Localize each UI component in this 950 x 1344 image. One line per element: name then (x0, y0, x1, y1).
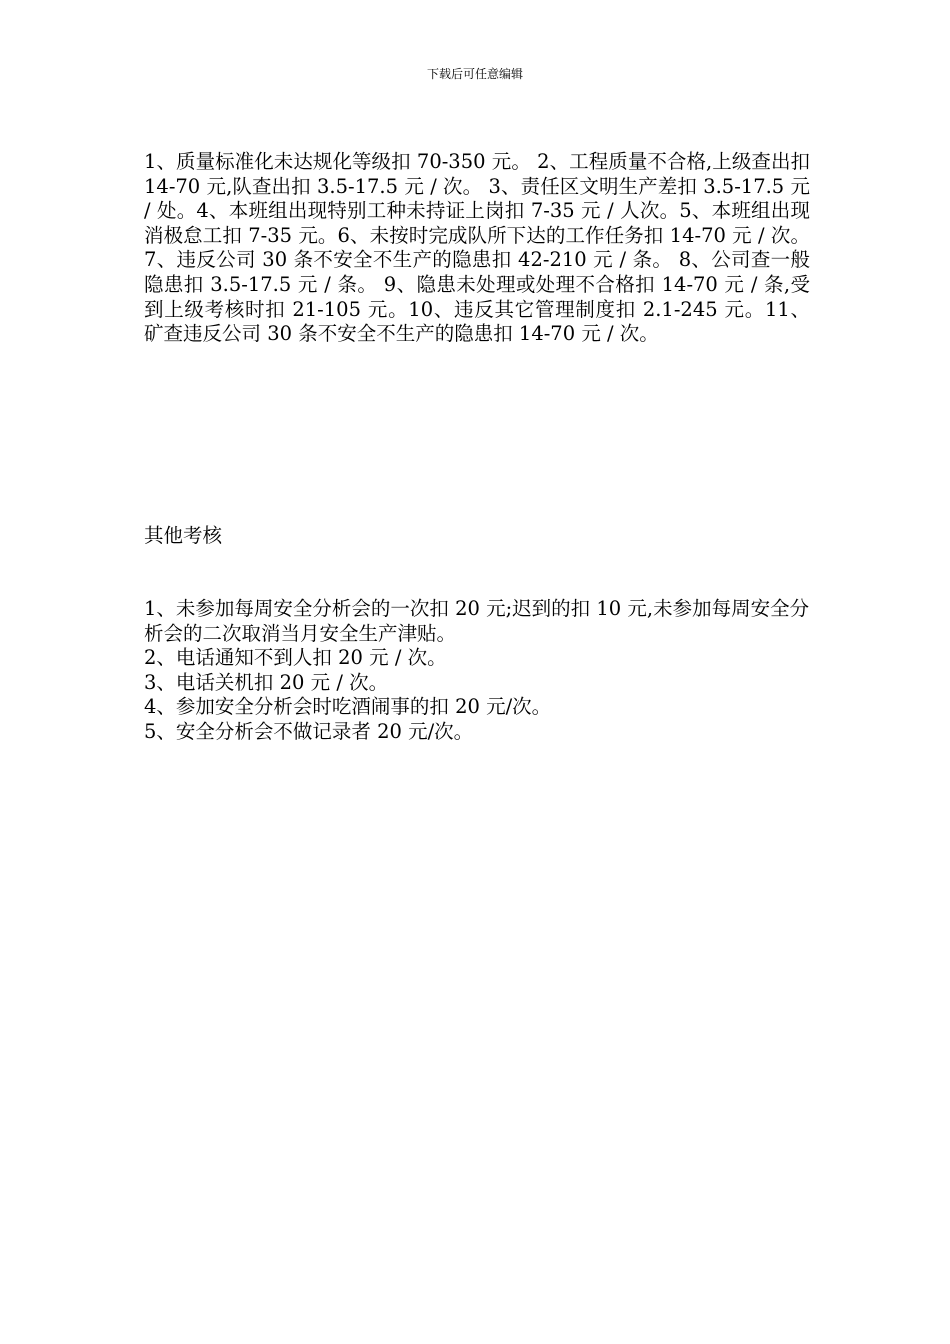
penalty-paragraph: 1、质量标准化未达规化等级扣 70-350 元。 2、工程质量不合格,上级查出扣 14-70 元,队查出扣 3.5-17.5 元 / 次。 3、责任区文明生产差扣 3.5-17.5 元 / 处。4、本班组出现特别工种未持证上岗扣 7-35 元 / 人次。5、本班组出现消极怠工扣 7-35 元。6、未按时完成队所下达的工作任务扣 14-70 元 / 次。7、违反公司 30 条不安全不生产的隐患扣 42-210 元 / 条。 8、公司查一般隐患扣 3.5-17.5 元 / 条。 9、隐患未处理或处理不合格扣 14-70 元 / 条,受到上级考核时扣 21-105 元。10、违反其它管理制度扣 2.1-245 元。11、矿查违反公司 30 条不安全不生产的隐患扣 14-70 元 / 次。 (144, 150, 810, 346)
list-item: 4、参加安全分析会时吃酒闹事的扣 20 元/次。 (144, 695, 552, 719)
list-item: 2、电话通知不到人扣 20 元 / 次。 (144, 646, 447, 670)
page-header-note: 下载后可任意编辑 (426, 67, 523, 81)
other-assessment-list (144, 597, 810, 745)
list-item: 5、安全分析会不做记录者 20 元/次。 (144, 719, 474, 743)
section-heading-other-assessment: 其他考核 (144, 524, 223, 547)
list-item: 1、未参加每周安全分析会的一次扣 20 元;迟到的扣 10 元,未参加每周安全分析会的二次取消当月安全生产津贴。 (144, 597, 810, 645)
list-item: 3、电话关机扣 20 元 / 次。 (144, 670, 389, 694)
